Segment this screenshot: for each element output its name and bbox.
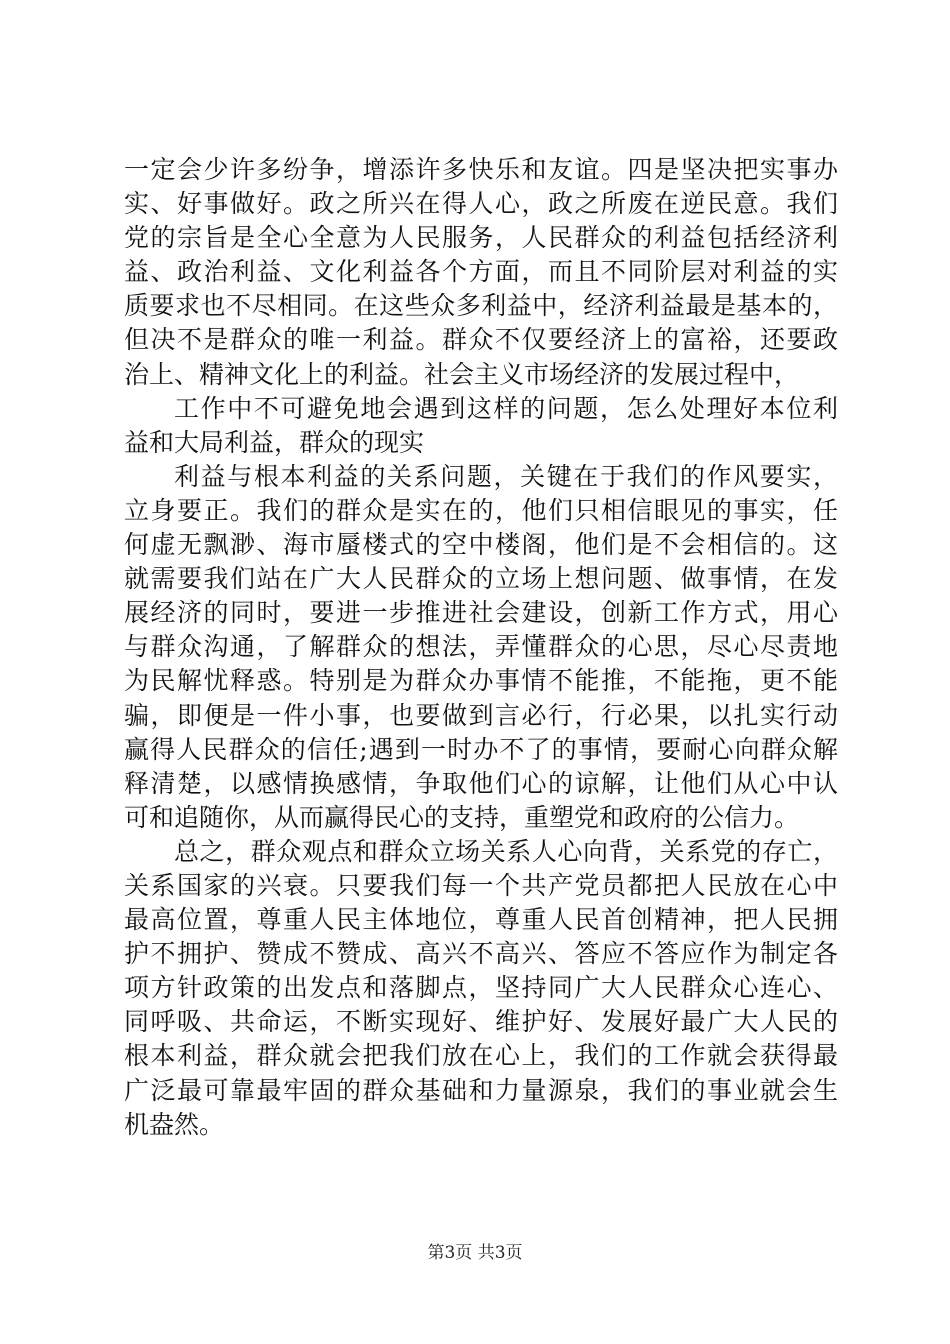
text-line: 展经济的同时，要进一步推进社会建设，创新工作方式，用心	[124, 598, 838, 628]
text-line: 质要求也不尽相同。在这些众多利益中，经济利益最是基本的，	[124, 291, 838, 321]
paragraph-first-line: 总之，群众观点和群众立场关系人心向背，关系党的存亡，	[174, 836, 838, 866]
text-line: 为民解忧释惑。特别是为群众办事情不能推，不能拖，更不能	[124, 666, 838, 696]
text-line: 根本利益，群众就会把我们放在心上，我们的工作就会获得最	[124, 1041, 838, 1071]
text-line: 益、政治利益、文化利益各个方面，而且不同阶层对利益的实	[124, 257, 838, 287]
paragraph-first-line: 利益与根本利益的关系问题，关键在于我们的作风要实，	[174, 461, 838, 491]
text-line: 实、好事做好。政之所兴在得人心，政之所废在逆民意。我们	[124, 189, 838, 219]
text-line: 护不拥护、赞成不赞成、高兴不高兴、答应不答应作为制定各	[124, 939, 838, 969]
text-line: 立身要正。我们的群众是实在的，他们只相信眼见的事实，任	[124, 495, 838, 525]
text-line: 就需要我们站在广大人民群众的立场上想问题、做事情，在发	[124, 564, 838, 594]
text-line: 骗，即便是一件小事，也要做到言必行，行必果，以扎实行动	[124, 700, 838, 730]
text-line: 益和大局利益，群众的现实	[124, 427, 425, 457]
page-number-footer: 第3页 共3页	[427, 1243, 523, 1263]
text-line: 但决不是群众的唯一利益。群众不仅要经济上的富裕，还要政	[124, 325, 838, 355]
text-line: 机盎然。	[124, 1109, 225, 1139]
text-line: 何虚无飘渺、海市蜃楼式的空中楼阁，他们是不会相信的。这	[124, 530, 838, 560]
text-line: 治上、精神文化上的利益。社会主义市场经济的发展过程中，	[124, 359, 800, 389]
text-line: 项方针政策的出发点和落脚点，坚持同广大人民群众心连心、	[124, 973, 838, 1003]
document-body	[124, 153, 838, 1142]
text-line: 与群众沟通，了解群众的想法，弄懂群众的心思，尽心尽责地	[124, 632, 838, 662]
paragraph-first-line: 工作中不可避免地会遇到这样的问题，怎么处理好本位利	[174, 393, 838, 423]
text-line: 同呼吸、共命运，不断实现好、维护好、发展好最广大人民的	[124, 1007, 838, 1037]
text-line: 广泛最可靠最牢固的群众基础和力量源泉，我们的事业就会生	[124, 1075, 838, 1105]
text-line: 释清楚，以感情换感情，争取他们心的谅解，让他们从心中认	[124, 768, 838, 798]
text-line: 赢得人民群众的信任;遇到一时办不了的事情，要耐心向群众解	[124, 734, 838, 764]
text-line: 一定会少许多纷争，增添许多快乐和友谊。四是坚决把实事办	[124, 155, 838, 184]
text-line: 最高位置，尊重人民主体地位，尊重人民首创精神，把人民拥	[124, 905, 838, 935]
text-line: 可和追随你，从而赢得民心的支持，重塑党和政府的公信力。	[124, 802, 800, 832]
text-line: 关系国家的兴衰。只要我们每一个共产党员都把人民放在心中	[124, 870, 838, 900]
text-line: 党的宗旨是全心全意为人民服务，人民群众的利益包括经济利	[124, 223, 838, 253]
